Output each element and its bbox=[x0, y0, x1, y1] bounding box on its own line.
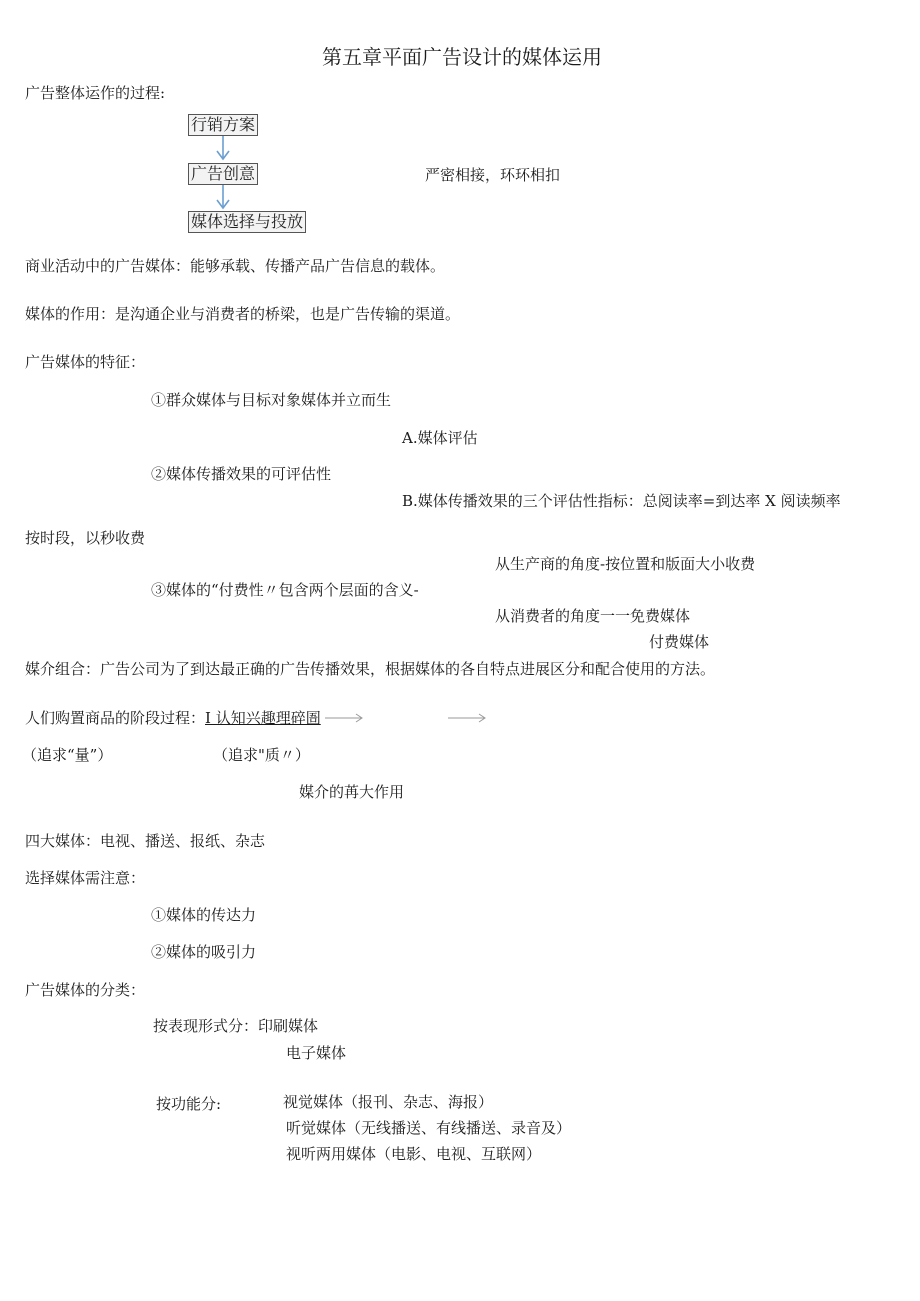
producer-view: 从生产商的角度-按位置和版面大小收费 bbox=[495, 555, 756, 573]
process-note: 严密相接，环环相扣 bbox=[425, 166, 561, 184]
stage-arrow-2-icon bbox=[448, 712, 488, 724]
audiovisual-media: 视听两用媒体（电影、电视、互联网） bbox=[286, 1145, 542, 1163]
feature-a: A.媒体评估 bbox=[402, 429, 478, 447]
commercial-media-line: 商业活动中的广告媒体：能够承载、传播产品广告信息的载体。 bbox=[25, 257, 446, 275]
feature-3: ③媒体的“付费性〃包含两个层面的含义- bbox=[151, 581, 419, 599]
audio-media: 听觉媒体（无线播送、有线播送、录音及） bbox=[286, 1119, 572, 1137]
flow-step-marketing-plan: 行销方案 bbox=[188, 114, 258, 136]
media-big-role: 媒介的苒大作用 bbox=[299, 783, 405, 801]
flow-step-media-selection: 媒体选择与投放 bbox=[188, 211, 306, 233]
classification-label: 广告媒体的分类： bbox=[25, 981, 146, 999]
choose-note: 选择媒体需注意： bbox=[25, 869, 146, 887]
page-title: 第五章平面广告设计的媒体运用 bbox=[322, 45, 602, 69]
purchase-prefix: 人们购置商品的阶段过程： bbox=[25, 709, 206, 727]
paid-media: 付费媒体 bbox=[649, 633, 710, 651]
feature-b: B.媒体传播效果的三个评估性指标：总阅读率=到达率 X 阅读频率 bbox=[402, 492, 841, 510]
four-media-line: 四大媒体：电视、播送、报纸、杂志 bbox=[25, 832, 266, 850]
visual-media: 视觉媒体（报刊、杂志、海报） bbox=[283, 1093, 494, 1111]
pursue-quality: （追求"质〃） bbox=[213, 746, 310, 764]
purchase-line bbox=[25, 709, 321, 727]
feature-1: ①群众媒体与目标对象媒体并立而生 bbox=[151, 391, 392, 409]
by-form: 按表现形式分：印刷媒体 bbox=[153, 1017, 319, 1035]
choose-1: ①媒体的传达力 bbox=[151, 906, 257, 924]
process-label: 广告整体运作的过程: bbox=[25, 84, 166, 102]
pursue-quantity: （追求“量”） bbox=[22, 746, 113, 764]
consumer-view: 从消费者的角度一一免费媒体 bbox=[495, 607, 691, 625]
features-label: 广告媒体的特征： bbox=[25, 353, 146, 371]
by-time-line: 按时段，以秒收费 bbox=[25, 529, 146, 547]
purchase-stage: I 认知兴趣理碎圄 bbox=[205, 709, 321, 727]
feature-2: ②媒体传播效果的可评估性 bbox=[151, 465, 332, 483]
flow-arrow-1-icon bbox=[213, 136, 233, 162]
stage-arrow-1-icon bbox=[325, 712, 365, 724]
choose-2: ②媒体的吸引力 bbox=[151, 943, 257, 961]
by-function: 按功能分: bbox=[156, 1095, 222, 1113]
media-mix-line: 媒介组合：广告公司为了到达最正确的广告传播效果，根据媒体的各自特点进展区分和配合使用的方法。 bbox=[25, 660, 716, 678]
flow-arrow-2-icon bbox=[213, 185, 233, 211]
flow-step-creative: 广告创意 bbox=[188, 163, 258, 185]
media-role-line: 媒体的作用：是沟通企业与消费者的桥梁，也是广告传输的渠道。 bbox=[25, 305, 461, 323]
electronic-media: 电子媒体 bbox=[286, 1044, 347, 1062]
